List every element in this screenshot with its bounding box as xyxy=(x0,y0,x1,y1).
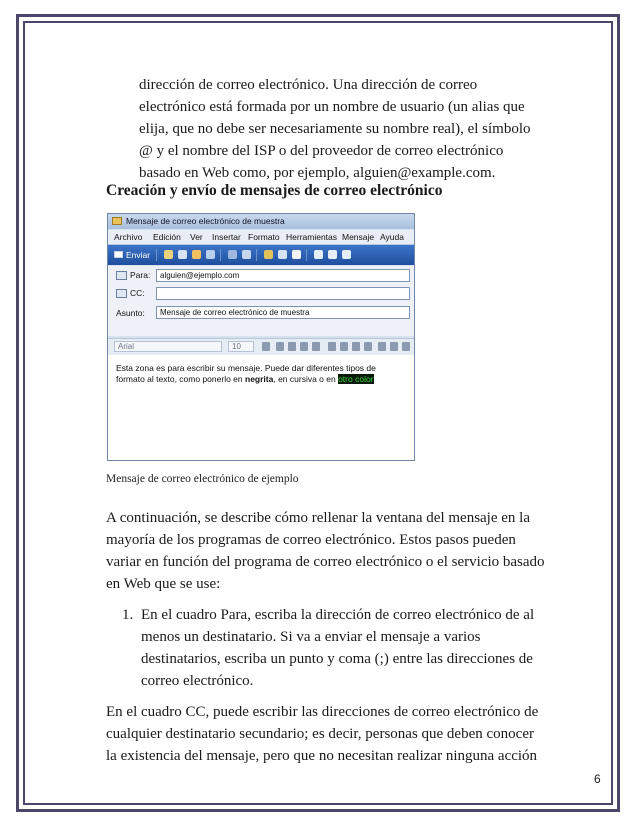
undo-icon[interactable] xyxy=(206,250,215,259)
toolbar-separator xyxy=(156,249,157,261)
align-left-icon[interactable] xyxy=(378,342,386,351)
check-names-icon[interactable] xyxy=(228,250,237,259)
offline-icon[interactable] xyxy=(342,250,351,259)
window-title: Mensaje de correo electrónico de muestra xyxy=(126,216,285,226)
menu-archivo[interactable]: Archivo xyxy=(114,232,143,242)
menu-insertar[interactable]: Insertar xyxy=(212,232,241,242)
text-line: @ y el nombre del ISP o del proveedor de correo electrónico xyxy=(139,143,504,159)
italic-icon[interactable] xyxy=(288,342,296,351)
align-right-icon[interactable] xyxy=(402,342,410,351)
bold-icon[interactable] xyxy=(276,342,284,351)
text-line: electrónico está formada por un nombre de usuario (un alias que xyxy=(139,99,525,115)
text-line: menos un destinatario. Si va a enviar el mensaje a varios xyxy=(141,629,481,645)
encrypt-icon[interactable] xyxy=(328,250,337,259)
cut-icon[interactable] xyxy=(164,250,173,259)
text-line: dirección de correo electrónico. Una dirección de correo xyxy=(139,77,478,93)
menu-bar xyxy=(108,230,414,245)
cc-label-text: CC: xyxy=(130,288,145,298)
to-field[interactable]: alguien@ejemplo.com xyxy=(156,269,410,282)
menu-mensaje[interactable]: Mensaje xyxy=(342,232,375,242)
text-line: variar en función del programa de correo electrónico o el servicio basado xyxy=(106,554,545,570)
address-book-icon[interactable] xyxy=(116,289,127,298)
email-window-figure xyxy=(107,213,415,461)
copy-icon[interactable] xyxy=(178,250,187,259)
text-line: en Web que se use: xyxy=(106,576,221,592)
formatting-toolbar xyxy=(108,338,414,356)
subject-field[interactable]: Mensaje de correo electrónico de muestra xyxy=(156,306,410,319)
underline-icon[interactable] xyxy=(300,342,308,351)
body-text-part: , en cursiva o en xyxy=(273,374,339,384)
address-fields xyxy=(108,266,414,336)
send-button[interactable] xyxy=(112,248,154,262)
send-button-label: Enviar xyxy=(126,250,151,260)
spelling-icon[interactable] xyxy=(242,250,251,259)
text-line: elija, que no debe ser necesariamente su nombre real), el símbolo xyxy=(139,121,531,137)
text-line: la existencia del mensaje, pero que no necesitan realizar ninguna acción xyxy=(106,748,538,764)
priority-dropdown-icon[interactable] xyxy=(292,250,301,259)
toolbar-separator xyxy=(306,249,307,261)
text-line: destinatarios, escriba un punto y coma (;) entre las direcciones de xyxy=(141,651,533,667)
to-label xyxy=(116,270,150,280)
cc-field[interactable] xyxy=(156,287,410,300)
address-book-icon[interactable] xyxy=(116,271,127,280)
menu-ayuda[interactable]: Ayuda xyxy=(380,232,404,242)
text-line: correo electrónico. xyxy=(141,673,254,689)
text-line: cualquier destinatario secundario; es decir, personas que deben conocer xyxy=(106,726,534,742)
subject-label: Asunto: xyxy=(116,308,145,318)
body-bold-text: negrita xyxy=(245,374,274,384)
list-number: 1. xyxy=(122,607,134,623)
menu-ver[interactable]: Ver xyxy=(190,232,203,242)
paragraph-style-icon[interactable] xyxy=(262,342,270,351)
toolbar xyxy=(108,245,414,265)
sign-icon[interactable] xyxy=(314,250,323,259)
attach-icon[interactable] xyxy=(264,250,273,259)
font-size-select[interactable]: 10 xyxy=(228,341,254,352)
toolbar-separator xyxy=(220,249,221,261)
to-label-text: Para: xyxy=(130,270,151,280)
page-number: 6 xyxy=(594,772,601,786)
section-heading: Creación y envío de mensajes de correo electrónico xyxy=(106,182,443,199)
increase-indent-icon[interactable] xyxy=(364,342,372,351)
send-envelope-icon xyxy=(114,251,123,258)
numbering-icon[interactable] xyxy=(328,342,336,351)
text-line: En el cuadro Para, escriba la dirección de correo electrónico de al xyxy=(141,607,535,623)
font-color-icon[interactable] xyxy=(312,342,320,351)
envelope-icon xyxy=(112,217,122,225)
menu-formato[interactable]: Formato xyxy=(248,232,280,242)
paste-icon[interactable] xyxy=(192,250,201,259)
body-colored-text: otro color xyxy=(338,374,374,384)
priority-icon[interactable] xyxy=(278,250,287,259)
menu-edicion[interactable]: Edición xyxy=(153,232,181,242)
text-line: mayoría de los programas de correo electrónico. Estos pasos pueden xyxy=(106,532,516,548)
text-line: A continuación, se describe cómo rellenar la ventana del mensaje en la xyxy=(106,510,530,526)
bullets-icon[interactable] xyxy=(340,342,348,351)
font-family-select[interactable]: Arial xyxy=(114,341,222,352)
decrease-indent-icon[interactable] xyxy=(352,342,360,351)
text-line: En el cuadro CC, puede escribir las direcciones de correo electrónico de xyxy=(106,704,539,720)
body-text-part: Esta zona es para escribir su mensaje. Puede dar diferentes tipos de formato al texto, como ponerlo en xyxy=(116,363,376,384)
align-center-icon[interactable] xyxy=(390,342,398,351)
message-body[interactable] xyxy=(108,355,414,460)
cc-label xyxy=(116,288,145,298)
text-line: basado en Web como, por ejemplo, alguien@example.com. xyxy=(139,165,496,181)
toolbar-separator xyxy=(256,249,257,261)
menu-herramientas[interactable]: Herramientas xyxy=(286,232,338,242)
figure-caption: Mensaje de correo electrónico de ejemplo xyxy=(106,473,299,485)
message-body-text xyxy=(116,363,406,385)
window-titlebar xyxy=(108,214,414,229)
